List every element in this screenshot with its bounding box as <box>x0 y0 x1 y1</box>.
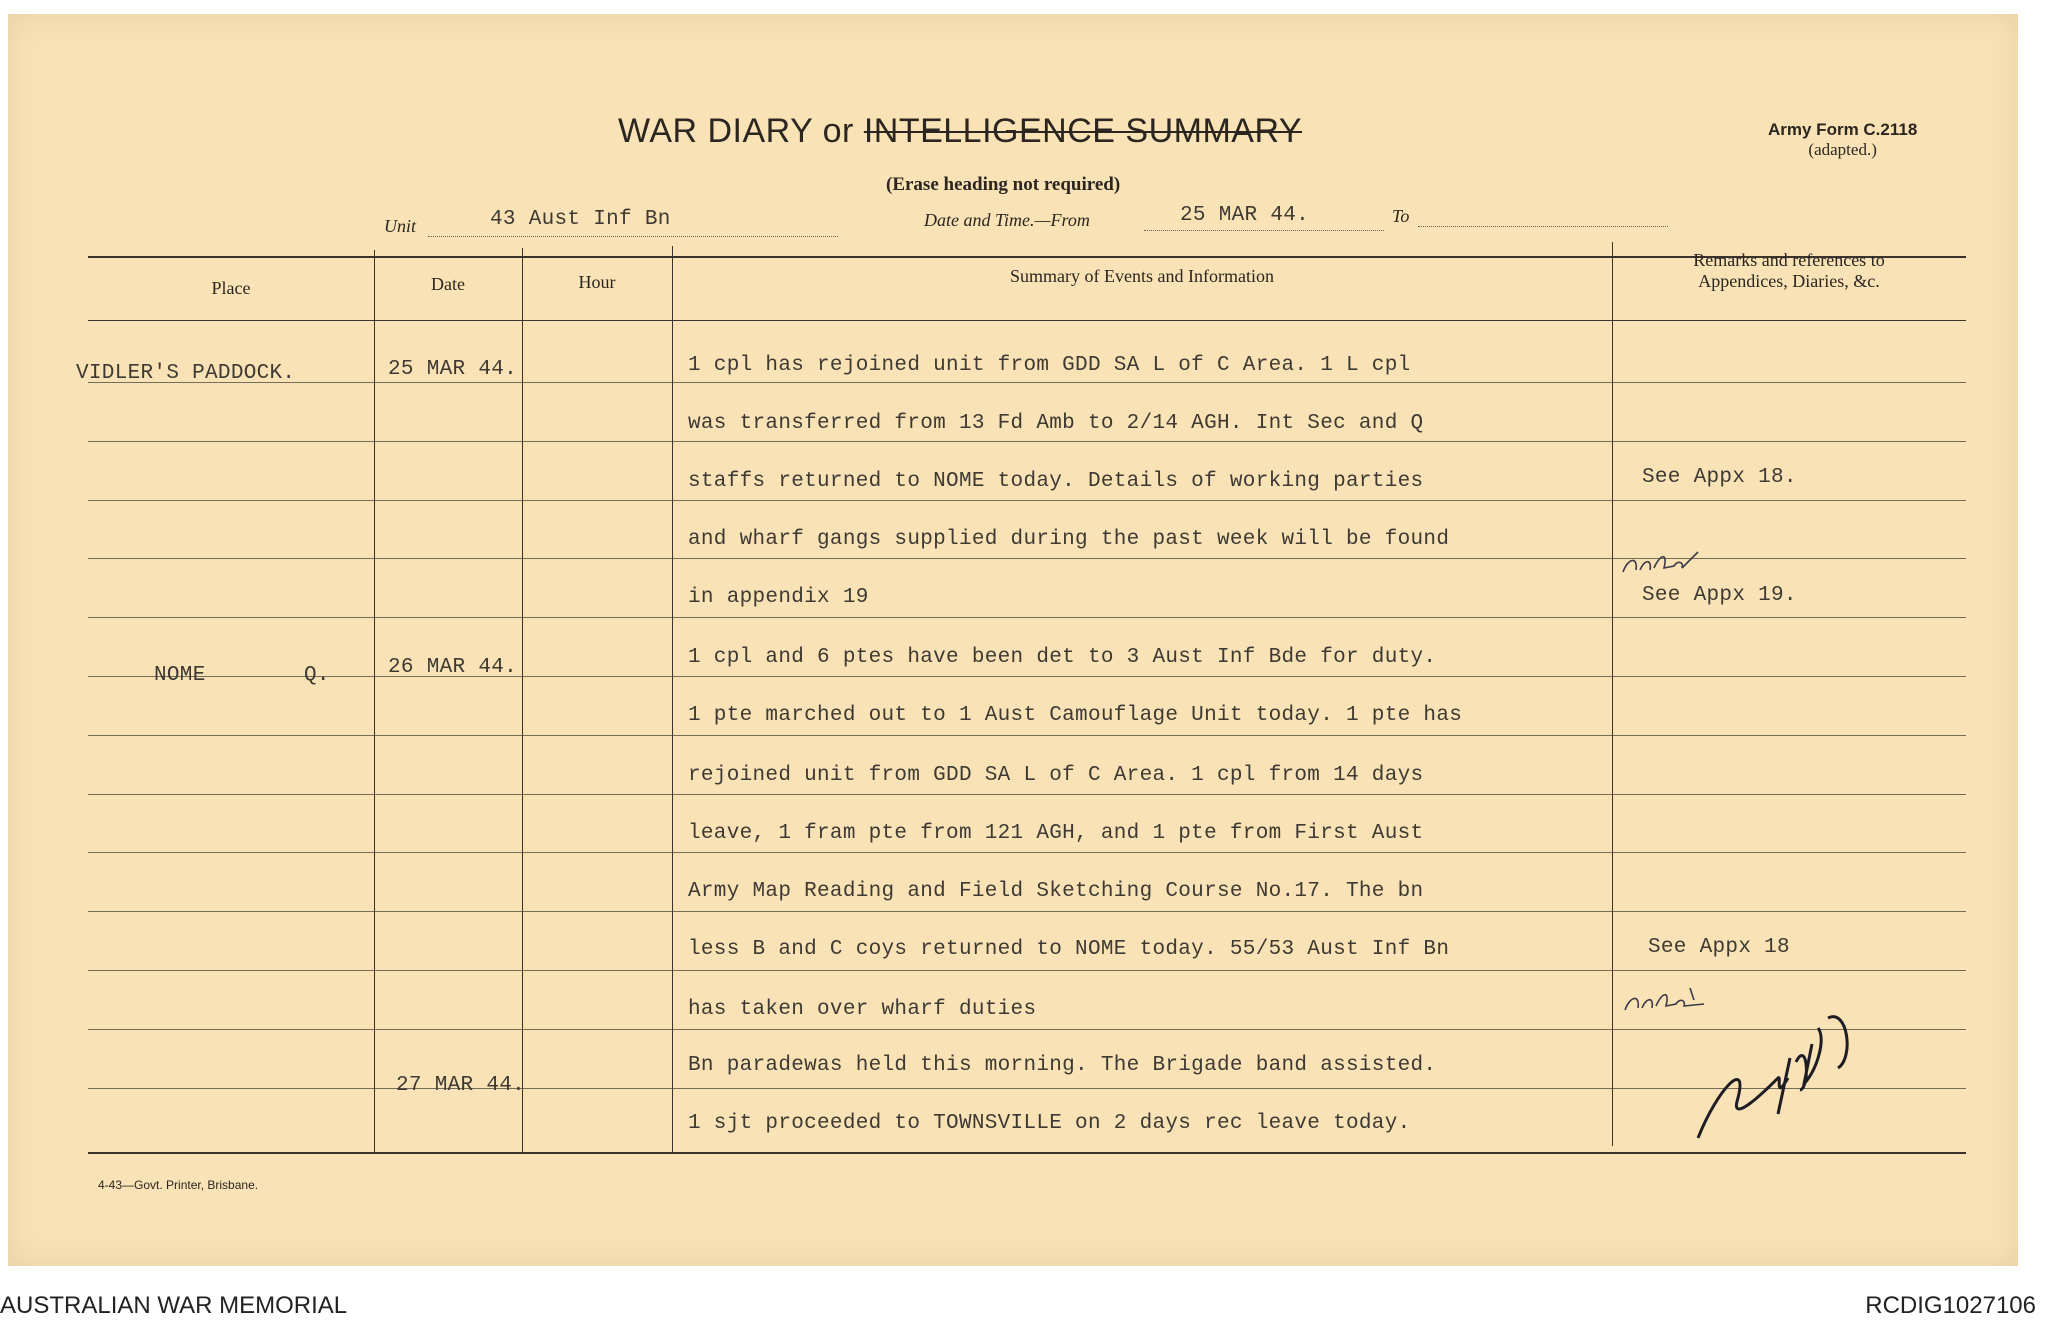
diary-sheet <box>8 14 2018 1266</box>
from-dotted-line <box>1144 230 1384 231</box>
remark-3: See Appx 18 <box>1648 936 1790 959</box>
table-bottom-rule <box>88 1152 1966 1154</box>
row-rule <box>88 735 1966 736</box>
row-rule <box>88 794 1966 795</box>
date-entry-2: 26 MAR 44. <box>388 656 518 679</box>
row-rule <box>88 617 1966 618</box>
summary-line-12: has taken over wharf duties <box>688 998 1037 1021</box>
summary-line-1: 1 cpl has rejoined unit from GDD SA L of C Area. 1 L cpl <box>688 354 1411 377</box>
signature-mark <box>1678 998 1868 1148</box>
title-main: WAR DIARY or <box>618 112 854 150</box>
row-rule <box>88 852 1966 853</box>
row-rule <box>88 970 1966 971</box>
col-head-date: Date <box>431 274 465 294</box>
summary-line-5: in appendix 19 <box>688 586 869 609</box>
footer-source: AUSTRALIAN WAR MEMORIAL <box>0 1292 348 1319</box>
summary-line-8: rejoined unit from GDD SA L of C Area. 1 cpl from 14 days <box>688 764 1424 787</box>
date-entry-3: 27 MAR 44. <box>396 1074 526 1097</box>
row-rule <box>88 441 1966 442</box>
col-divider-date <box>522 248 523 1154</box>
to-label: To <box>1392 206 1410 226</box>
unit-label: Unit <box>384 216 417 236</box>
place-entry-2-q: Q. <box>304 664 330 687</box>
date-entry-1: 25 MAR 44. <box>388 358 518 381</box>
col-divider-place <box>374 250 375 1154</box>
form-title <box>618 112 1302 151</box>
remark-2: See Appx 19. <box>1642 584 1797 607</box>
summary-line-2: was transferred from 13 Fd Amb to 2/14 AGH. Int Sec and Q <box>688 412 1424 435</box>
row-rule <box>88 676 1966 677</box>
summary-line-14: 1 sjt proceeded to TOWNSVILLE on 2 days rec leave today. <box>688 1112 1411 1135</box>
initials-mark-1 <box>1618 544 1708 584</box>
remark-1: See Appx 18. <box>1642 466 1797 489</box>
erase-note: (Erase heading not required) <box>886 174 1121 195</box>
adapted-label: (adapted.) <box>1808 140 1877 159</box>
header-bottom-rule <box>88 320 1966 321</box>
footer-id: RCDIG1027106 <box>1865 1292 2036 1319</box>
printer-note: 4-43—Govt. Printer, Brisbane. <box>98 1178 259 1192</box>
row-rule <box>88 382 1966 383</box>
title-struck: INTELLIGENCE SUMMARY <box>863 112 1303 150</box>
unit-dotted-line <box>428 236 838 237</box>
summary-line-3: staffs returned to NOME today. Details of working parties <box>688 470 1424 493</box>
row-rule <box>88 911 1966 912</box>
place-entry-2: NOME <box>154 664 206 687</box>
summary-line-13: Bn paradewas held this morning. The Brigade band assisted. <box>688 1054 1437 1077</box>
col-head-remarks <box>1612 250 1966 292</box>
place-entry-1: VIDLER'S PADDOCK. <box>76 362 296 385</box>
summary-line-9: leave, 1 fram pte from 121 AGH, and 1 pte from First Aust <box>688 822 1424 845</box>
army-form-number <box>1768 120 1917 160</box>
col-head-place: Place <box>211 278 251 298</box>
remarks-head-line1: Remarks and references to <box>1693 250 1885 270</box>
col-divider-summary <box>1612 242 1613 1146</box>
date-time-label: Date and Time.—From <box>924 210 1090 230</box>
col-head-hour: Hour <box>578 272 616 292</box>
summary-line-6: 1 cpl and 6 ptes have been det to 3 Aust Inf Bde for duty. <box>688 646 1437 669</box>
to-dotted-line <box>1418 226 1668 227</box>
row-rule <box>88 500 1966 501</box>
summary-line-11: less B and C coys returned to NOME today. 55/53 Aust Inf Bn <box>688 938 1450 961</box>
unit-value: 43 Aust Inf Bn <box>490 208 671 231</box>
summary-line-7: 1 pte marched out to 1 Aust Camouflage Unit today. 1 pte has <box>688 704 1463 727</box>
date-from-value: 25 MAR 44. <box>1180 204 1310 227</box>
remarks-head-line2: Appendices, Diaries, &c. <box>1698 271 1880 291</box>
summary-line-10: Army Map Reading and Field Sketching Course No.17. The bn <box>688 880 1424 903</box>
army-form-label: Army Form C.2118 <box>1768 120 1918 139</box>
summary-line-4: and wharf gangs supplied during the past week will be found <box>688 528 1450 551</box>
col-head-summary: Summary of Events and Information <box>1010 266 1274 286</box>
